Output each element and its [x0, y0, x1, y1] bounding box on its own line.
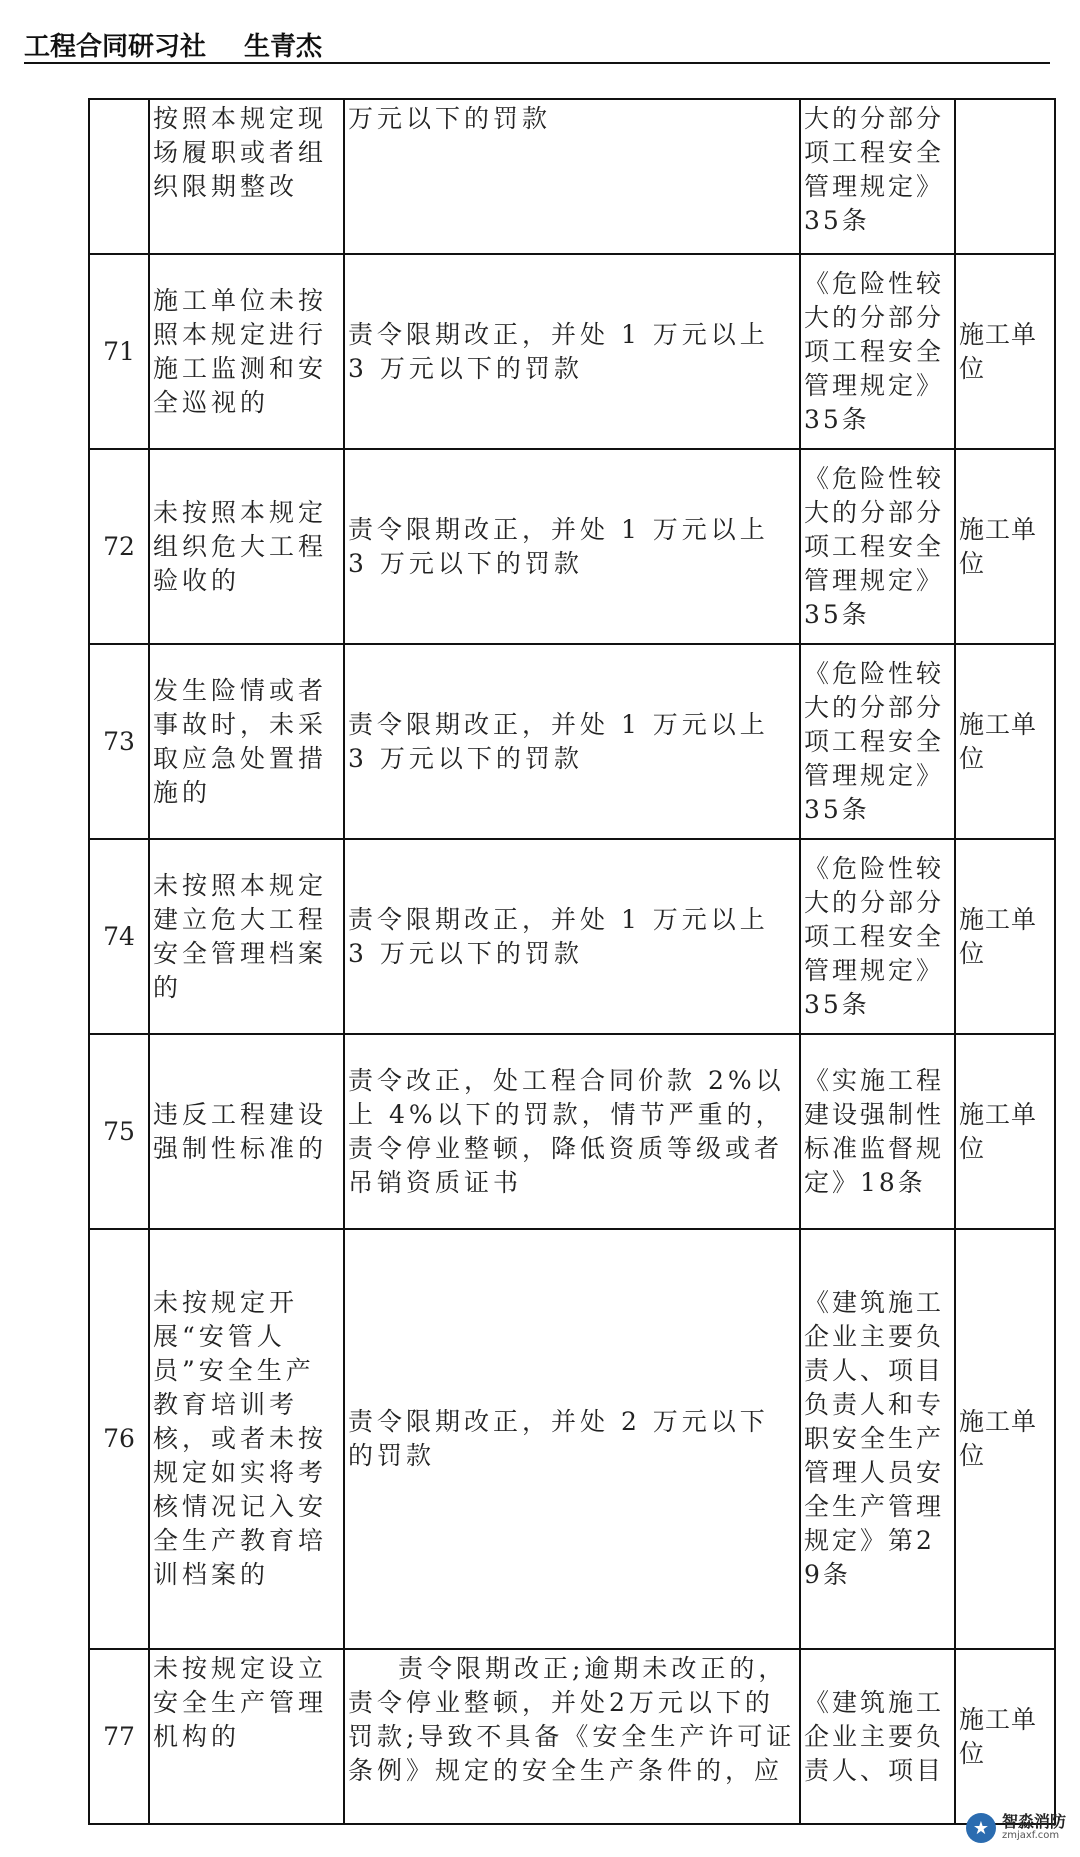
table-row	[89, 839, 1055, 1034]
row-number: 72	[89, 449, 149, 644]
table-row	[89, 99, 1055, 254]
penalty-text: 责令限期改正，并处 1 万元以上 3 万元以下的罚款	[344, 839, 800, 1034]
legal-basis: 《危险性较大的分部分项工程安全管理规定》35条	[800, 254, 955, 449]
legal-basis: 《建筑施工企业主要负责人、项目负责人和专职安全生产管理人员安全生产管理规定》第29条	[800, 1229, 955, 1649]
row-number	[89, 99, 149, 254]
table-row	[89, 1034, 1055, 1229]
legal-basis: 大的分部分项工程安全管理规定》35条	[800, 99, 955, 254]
penalty-text: 万元以下的罚款	[344, 99, 800, 254]
legal-basis: 《危险性较大的分部分项工程安全管理规定》35条	[800, 644, 955, 839]
penalty-text: 责令限期改正，并处 2 万元以下的罚款	[344, 1229, 800, 1649]
legal-basis: 《危险性较大的分部分项工程安全管理规定》35条	[800, 449, 955, 644]
violation-text: 未按规定开展“安管人员”安全生产教育培训考核，或者未按规定如实将考核情况记入安全生产教育培训档案的	[149, 1229, 344, 1649]
responsible-party: 施工单位	[955, 644, 1055, 839]
row-number: 74	[89, 839, 149, 1034]
penalty-text: 责令限期改正，并处 1 万元以上 3 万元以下的罚款	[344, 449, 800, 644]
responsible-party: 施工单位	[955, 839, 1055, 1034]
table-row	[89, 1229, 1055, 1649]
responsible-party	[955, 99, 1055, 254]
legal-basis: 《建筑施工企业主要负责人、项目	[800, 1649, 955, 1824]
row-number: 77	[89, 1649, 149, 1824]
row-number: 73	[89, 644, 149, 839]
header-org: 工程合同研习社	[24, 32, 207, 62]
responsible-party: 施工单位	[955, 1229, 1055, 1649]
violation-text: 违反工程建设强制性标准的	[149, 1034, 344, 1229]
violation-text: 按照本规定现场履职或者组织限期整改	[149, 99, 344, 254]
watermark-site: zmjaxf.com	[1001, 1830, 1060, 1842]
penalty-text: 责令限期改正，并处 1 万元以上 3 万元以下的罚款	[344, 254, 800, 449]
responsible-party: 施工单位	[955, 1649, 1055, 1824]
violation-text: 未按照本规定组织危大工程验收的	[149, 449, 344, 644]
violation-text: 未按照本规定建立危大工程安全管理档案的	[149, 839, 344, 1034]
violation-text: 施工单位未按照本规定进行施工监测和安全巡视的	[149, 254, 344, 449]
penalty-text: 责令限期改正;逾期未改正的，责令停业整顿，并处2万元以下的罚款;导致不具备《安全生产许可证条例》规定的安全生产条件的，应	[344, 1649, 800, 1824]
responsible-party: 施工单位	[955, 1034, 1055, 1229]
penalty-text: 责令改正，处工程合同价款 2%以上 4%以下的罚款，情节严重的，责令停业整顿，降低资质等级或者吊销资质证书	[344, 1034, 800, 1229]
watermark-name: 智淼消防	[1001, 1812, 1066, 1832]
site-watermark	[966, 1809, 1066, 1847]
penalty-table	[88, 98, 1056, 1825]
header-author: 生青杰	[244, 32, 323, 62]
violation-text: 发生险情或者事故时，未采取应急处置措施的	[149, 644, 344, 839]
table-row	[89, 1649, 1055, 1824]
page-header	[24, 22, 1050, 64]
table-row	[89, 449, 1055, 644]
legal-basis: 《实施工程建设强制性标准监督规定》18条	[800, 1034, 955, 1229]
responsible-party: 施工单位	[955, 254, 1055, 449]
flame-icon: ★	[966, 1813, 996, 1843]
row-number: 75	[89, 1034, 149, 1229]
responsible-party: 施工单位	[955, 449, 1055, 644]
penalty-text: 责令限期改正，并处 1 万元以上 3 万元以下的罚款	[344, 644, 800, 839]
row-number: 76	[89, 1229, 149, 1649]
table-row	[89, 644, 1055, 839]
row-number: 71	[89, 254, 149, 449]
violation-text: 未按规定设立安全生产管理机构的	[149, 1649, 344, 1824]
table-row	[89, 254, 1055, 449]
legal-basis: 《危险性较大的分部分项工程安全管理规定》35条	[800, 839, 955, 1034]
